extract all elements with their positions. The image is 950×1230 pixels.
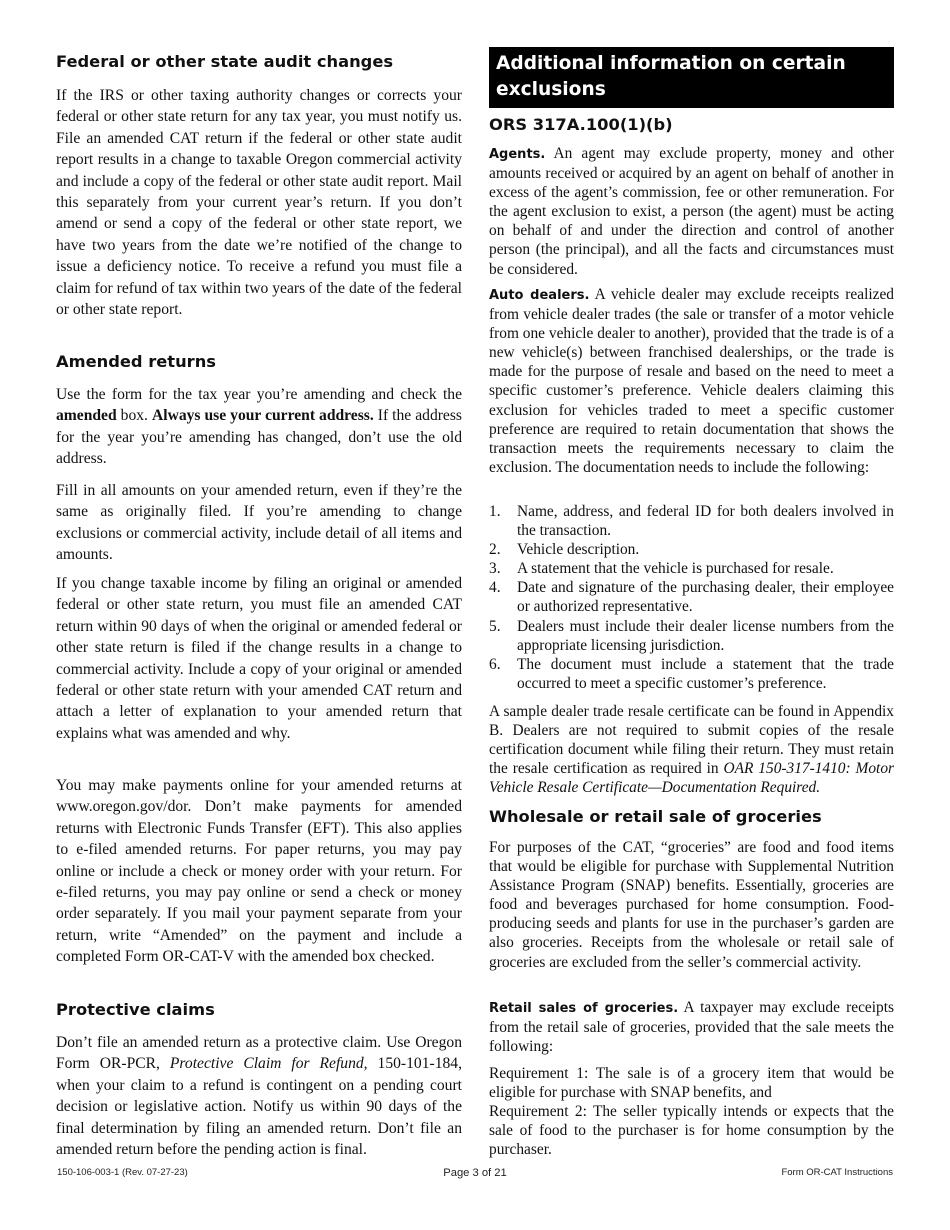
agents-label: Agents. (489, 147, 546, 162)
documentation-list (489, 502, 894, 693)
protective-claims-heading: Protective claims (56, 1000, 215, 1019)
list-item: 3. A statement that the vehicle is purchased for resale. (489, 560, 834, 578)
groceries-heading: Wholesale or retail sale of groceries (489, 807, 822, 826)
section-banner: Additional information on certain exclusions (489, 47, 894, 108)
agents-paragraph: Agents. An agent may exclude property, money and other amounts received or acquired by an agent on behalf of another in excess of the agent’s commission, fee or other remuneration. For the agent exclusion to exist, a person (the agent) must be acting on behalf of and under the direction and control of another person (the principal), and all the facts and circumstances must be considered. (489, 145, 894, 278)
list-item: 1. Name, address, and federal ID for both dealers involved in the transaction. (489, 503, 894, 540)
audit-changes-heading: Federal or other state audit changes (56, 52, 394, 71)
form-name: Form OR-CAT Instructions (781, 1167, 893, 1178)
page-number: Page 3 of 21 (443, 1167, 507, 1179)
list-item: 6. The document must include a statement that the trade occurred to meet a specific customer’s preference. (489, 655, 894, 692)
audit-changes-paragraph: If the IRS or other taxing authority changes or corrects your federal or other state return for any tax year, you must notify us. File an amended CAT return if the federal or other state audit report results in a change to taxable Oregon commercial activity and include a copy of the federal or other state audit report. Mail this separately from your current year’s return. If you don’t amend or send a copy of the federal or other state report, we have two years from the date we’re notified of the change to issue a deficiency notice. To receive a refund you must file a claim for refund of tax within two years of the date of the federal or other state report. (56, 87, 462, 319)
list-item: 4. Date and signature of the purchasing dealer, their employee or authorized representative. (489, 579, 894, 616)
sample-certificate-paragraph: A sample dealer trade resale certificate can be found in Appendix B. Dealers are not required to submit copies of the resale certification document while filing their return. They must retain the resale certification as required in OAR 150-317-1410: Motor Vehicle Resale Certificate—Documentation Required. (489, 703, 894, 797)
auto-dealers-paragraph: Auto dealers. A vehicle dealer may exclude receipts realized from vehicle dealer trades (the sale or transfer of a motor vehicle from one vehicle dealer to another), provided that the trade is of a new vehicle(s) between franchised dealerships, or the trade is made for the purpose of resale and based on the need to meet a specific customer’s preference. Vehicle dealers claiming this exclusion for vehicles traded to meet a specific customer preference are required to retain documentation that shows the transaction meets the requirements necessary to claim the exclusion. The documentation needs to include the following: (489, 286, 895, 476)
requirements-paragraph (489, 1064, 894, 1159)
amended-returns-paragraph-1: Use the form for the tax year you’re amending and check the amended box. Always use your current address. If the address for the year you’re amending has changed, don’t use the old address. (56, 386, 462, 468)
amended-returns-paragraph-2: Fill in all amounts on your amended return, even if they’re the same as originally filed. If you’re amending to change exclusions or commercial activity, include detail of all items and amounts. (56, 482, 462, 564)
form-number: 150-106-003-1 (Rev. 07-27-23) (57, 1167, 188, 1178)
amended-returns-heading: Amended returns (56, 352, 216, 371)
requirement-1: Requirement 1: The sale is of a grocery item that would be eligible for purchase with SNAP benefits, and (489, 1065, 894, 1102)
amended-returns-paragraph-3: If you change taxable income by filing an original or amended federal or other state return, you must file an amended CAT return within 90 days of when the original or amended federal or other state return is filed if the change results in a change to commercial activity. Include a copy of your original or amended federal or other state return with your amended CAT return and attach a letter of explanation to your amended return that explains what was amended and why. (56, 575, 462, 742)
requirement-2: Requirement 2: The seller typically intends or expects that the sale of food to the purchaser is for home consumption by the purchaser. (489, 1103, 894, 1159)
protective-claims-paragraph: Don’t file an amended return as a protective claim. Use Oregon Form OR-PCR, Protective Claim for Refund, 150-101-184, when your claim to a refund is contingent on a pending court decision or legislative action. Notify us within 90 days of the final determination by filing an amended return. Don’t file an amended return before the pending action is final. (56, 1034, 462, 1159)
retail-groceries-label: Retail sales of groceries. (489, 1001, 679, 1016)
auto-dealers-label: Auto dealers. (489, 288, 590, 303)
list-item: 5. Dealers must include their dealer license numbers from the appropriate licensing jurisdiction. (489, 617, 894, 654)
ors-heading: ORS 317A.100(1)(b) (489, 115, 673, 134)
retail-groceries-paragraph: Retail sales of groceries. A taxpayer may exclude receipts from the retail sale of groceries, provided that the sale meets the following: (489, 999, 895, 1056)
amended-returns-paragraph-4: You may make payments online for your amended returns at www.oregon.gov/dor. Don’t make payments for amended returns with Electronic Funds Transfer (EFT). This also applies to e-filed amended returns. For paper returns, you may pay online or include a check or money order with your return. For e-filed returns, you may pay online or send a check or money order separately. If you mail your payment separate from your return, write “Amended” on the payment and include a completed Form OR-CAT-V with the amended box checked. (56, 777, 462, 966)
groceries-paragraph: For purposes of the CAT, “groceries” are food and food items that would be eligible for purchase with Supplemental Nutrition Assistance Program (SNAP) benefits. Essentially, groceries are food and beverages purchased for home consumption. Food-producing seeds and plants for use in the purchaser’s garden are also groceries. Receipts from the wholesale or retail sale of groceries are excluded from the seller’s commercial activity. (489, 839, 894, 971)
list-item: 2. Vehicle description. (489, 541, 640, 559)
